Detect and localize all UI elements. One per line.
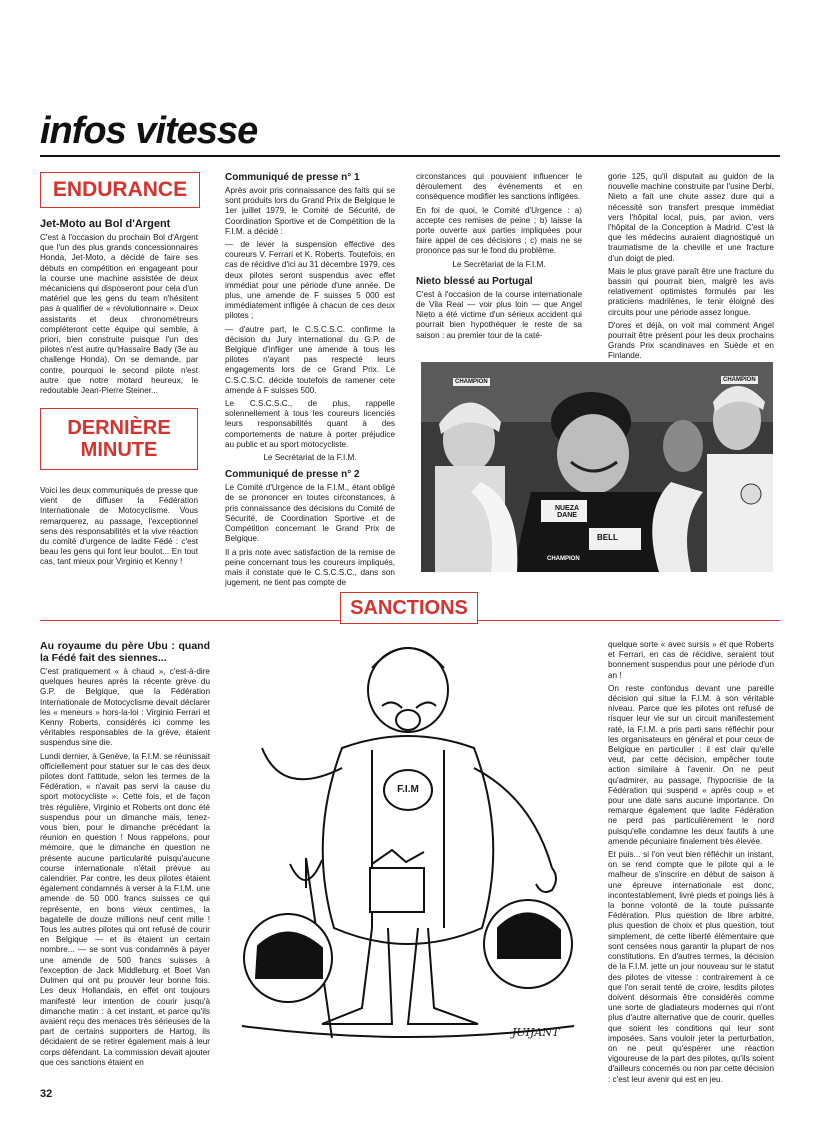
sanctions-article — [40, 640, 210, 1071]
derniere-article — [40, 486, 198, 571]
endurance-title: Jet-Moto au Bol d'Argent — [40, 218, 171, 230]
sanctions-box: SANCTIONS — [340, 592, 478, 624]
endurance-box: ENDURANCE — [40, 172, 200, 208]
communique-2-title: Communiqué de presse n° 2 — [225, 469, 360, 481]
sanctions-q3: Et puis... si l'on veut bien réfléchir un instant, on se rend compte que le pilote qui a le malheur de s'inscrire en début de saison à une épreuve internationale est donc, incontestablement, livré pieds et poings liés à la bonne volonté de la toute puissante Fédération. Plus question de libre arbitre, plus question de choix et plus question, tout simplement, de cette liberté élémentaire que sont censées nous garantir la plupart de nos constitutions. En d'autres termes, la décision de la F.I.M. jette un jour nouveau sur le statut des pilotes de vitesse : contrairement à ce que l'on serait tenté de croire, lesdits pilotes doivent désormais être considérés comme une sorte de gladiateurs modernes qui n'ont plus d'autre alternative que de courir, quelles que soient les conditions qui leur sont imposées. Sans vouloir jeter la perturbation, on ne peut qu'espérer une réaction vigoureuse de la part des pilotes, qu'ils soient d'ailleurs concernés ou non par cette décision : c'est leur avenir qui est en jeu. — [608, 850, 774, 1084]
communique-2-p1: Le Comité d'Urgence de la F.I.M., étant obligé de se prononcer en toutes circonstances, à pris connaissance des décisions du Comité de Sécurité, de Coordination Sportive et de Compétition concernant le Grand Prix de Belgique. — [225, 483, 395, 544]
derniere-line2: MINUTE — [80, 439, 158, 461]
derniere-line1: DERNIÈRE — [67, 417, 171, 439]
sanctions-title: Au royaume du père Ubu : quand la Fédé fait des siennes... — [40, 640, 210, 664]
masthead-rule — [40, 155, 780, 157]
col3-signature: Le Secrétariat de la F.I.M. — [452, 259, 546, 269]
communique-1-p4: Le C.S.C.S.C., de plus, rappelle solennellement à tous les coureurs licenciés leurs responsabilités quant à des comportements de nature à porter préjudice au public et au sport motocycliste. — [225, 399, 395, 449]
nieto-p4: D'ores et déjà, on voit mal comment Angel pourrait être présent pour les deux prochains Grands Prix scandinaves en Suède et en Finlande. — [608, 320, 774, 361]
communique-1-p3: — d'autre part, le C.S.C.S.C. confirme la décision du Jury international du G.P. de Belgique d'infliger une amende à tous les pilotes n'ayant pas respecté leurs engagements lors de ce Grand Prix. Le C.S.C.S.C. décide toutefois de ramener cete amende à F suisses 500. — [225, 324, 395, 395]
communique-1-signature: Le Secrétariat de la F.I.M. — [263, 453, 357, 463]
derniere-minute-box — [40, 408, 198, 470]
nieto-p1: C'est à l'occasion de la course internationale de Vila Real — voir plus loin — que Angel Nieto a été victime d'un sérieux accident qui pourrait bien hypothéquer le reste de sa saison : au premier tour de la caté- — [416, 289, 582, 340]
communique-2-continued — [416, 172, 582, 344]
leathers-badge: BELL — [597, 533, 618, 542]
nieto-title: Nieto blessé au Portugal — [416, 275, 533, 287]
col3-p1: circonstances qui pouvaient influencer le déroulement des événements et en conséquence modifier les sanctions infligées. — [416, 172, 582, 202]
page-number: 32 — [40, 1088, 53, 1100]
nieto-photo — [421, 362, 773, 572]
communique-1-p2: — de lever la suspension effective des coureurs V. Ferrari et K. Roberts. Toutefois, en cas de récidive d'ici au 31 décembre 1979, ces deux pilotes seront suspendus avec effet immédiat pour une période d'une année. De plus, une amende de F suisses 5 000 est immédiatement infligée à chacun de ces deux pilotes ; — [225, 240, 395, 321]
nieto-continued — [608, 172, 774, 365]
communique-1-p1: Après avoir pris connaissance des faits qui se sont produits lors du Grand Prix de Belgique le 1er juillet 1979, le Comité de Sécurité, de Coordination Sportive et de Compétition de la F.I.M. a décidé : — [225, 186, 395, 236]
cap-left-logo: CHAMPION — [455, 379, 488, 385]
cartoon-drawing — [222, 628, 594, 1048]
communique-2-p2: Il a pris note avec satisfaction de la remise de peine concernant tous les coureurs impliqués, mais il constate que le C.S.C.S.C., dans son jugement, ne tient pas compte de — [225, 547, 395, 588]
sanctions-q1: quelque sorte « avec sursis » et que Roberts et Ferrari, en cas de récidive, seraient tout bonnement suspendus pour une période d'un an ! — [608, 640, 774, 680]
communique-1 — [225, 172, 395, 591]
communique-1-title: Communiqué de presse n° 1 — [225, 172, 360, 183]
sanctions-continued — [608, 640, 774, 1088]
endurance-body: C'est à l'occasion du prochain Bol d'Argent que l'un des plus grands concessionnaires Honda, Jet-Moto, a décidé de faire ses débuts en compétition en engageant pour la course une machine assistée de deux mécaniciens qui disposeront pour cela d'un matériel que les gens du team n'hésitent pas à qualifier de « révolutionnaire ». Deux assistants et deux chronométreurs compléteront cette équipe qui semble, à priori, bien construite puisque l'un des pilotes n'est autre qu'Hassaïre Bady (3e au challenge Honda). On se demande, par contre, pourquoi le second pilote n'est autre que notre motard heureux, le redoutable Jean-Pierre Steiner... — [40, 233, 198, 396]
fim-cartoon — [222, 628, 594, 1048]
leathers-patch: NUEZA DANE — [554, 505, 580, 519]
nieto-p2: gorie 125, qu'il disputait au guidon de la nouvelle machine construite par l'usine Derbi, Nieto a fait une chute assez dure qui a nécessité son transfert presque immédiat vers l'hôpital local, puis, par avion, vers l'hôpital de la Conception à Madrid. C'est là que les médecins auraient diagnostiqué un traumatisme de la cheville et une fracture d'un doigt de pied. — [608, 172, 774, 263]
derniere-body: Voici les deux communiqués de presse que vient de diffuser la Fédération Internationale de Motocyclisme. Vous remarquerez, au passage, l'exceptionnel sens des responsabilités et la vive réaction du comité d'urgence de ladite Fédé : c'est beau les gens qui font leur boulot... En tout cas, tant mieux pour Virginio et Kenny ! — [40, 486, 198, 567]
col3-p2: En foi de quoi, le Comité d'Urgence : a) accepte ces remises de peine ; b) laisse la porte ouverte aux parties impliquées pour faire appel de ces décisions ; c) mais ne se prononce pas sur le fond du problème. — [416, 205, 582, 256]
endurance-article — [40, 218, 198, 399]
sanctions-p2: Lundi dernier, à Genève, la F.I.M. se réunissait officiellement pour statuer sur le cas des deux pilotes dont l'attitude, selon les termes de la Fédération, « n'avait pas servi la cause du sport motocycliste ». Cette fois, et de façon très régulière, Virginio et Roberts ont donc été suspendus pour un dimanche mais, tenez-vous bien, pour le dimanche précédant la réunion en question ! Nous rappelons, pour mémoire, que le dimanche en question ne présente aucune particularité puisqu'aucune course internationale n'était prévue au calendrier. Par contre, les deux pilotes étaient également condamnés à verser à la F.I.M. une amende de 50 000 francs suisses ce qui représente, en bons vieux centimes, la bagatelle de douze millions neuf cent mille ! Tous les autres pilotes qui ont refusé de courir en Belgique — et ils étaient un certain nombre... — se sont vus condamnés à payer une amende de 500 francs suisses à l'exception de Jack Middleburg et Boet Van Dulmen qui ont pu prouver leur bonne fois. Les deux Hollandais, en effet ont toujours manifesté leur intention de courir jusqu'à dimanche matin : à cet instant, et parce qu'ils avaient reçu des menaces très sérieuses de la part de certains supporters de Hartog, ils décidaient de se retirer également mais à leur corps défendant. La commission devait ajouter que ces sanctions étaient en — [40, 751, 210, 1067]
nieto-p3: Mais le plus grave paraît être une fracture du bassin qui pourrait bien, malgré les avis relativement optimistes formulés par les praticiens madrilènes, le tenir éloigné des circuits pour une période assez longue. — [608, 266, 774, 317]
sanctions-p1: C'est pratiquement « à chaud », c'est-à-dire quelques heures après la récente grève du G.P. de Belgique, que la Fédération Internationale de Motocyclisme devait déclarer les « meneurs » hors-la-loi : Virginio Ferrari et Kenny Roberts, considérés ici comme les véritables responsables de la grève, étaient suspendus sine die. — [40, 667, 210, 748]
masthead: infos vitesse — [40, 110, 258, 152]
cap-right-logo: CHAMPION — [723, 377, 756, 383]
leathers-logo: CHAMPION — [547, 556, 580, 562]
cartoon-fim-label: F.I.M — [397, 784, 419, 795]
sanctions-q2: On reste confondus devant une pareille décision qui situe la F.I.M. à son véritable niveau. Parce que les pilotes ont refusé de risquer leur vie sur un circuit manifestement raté, la F.I.M. a pris parti sans réfléchir pour les organisateurs en général et pour ceux de Belgique en particulier : il est clair qu'elle veut, par cette décision, empêcher toute action similaire à l'avenir. On ne peut qu'admirer, au passage, l'hypocrisie de la Fédération qui suspend « après coup » et pour une date sans aucune importance. On remarque également que ladite Fédération ne perd pas particulièrement le nord puisqu'elle condamne les deux fautifs à une amende pécuniaire finalement très élevée. — [608, 683, 774, 846]
cartoon-signature: JUIJANT — [512, 1026, 560, 1039]
